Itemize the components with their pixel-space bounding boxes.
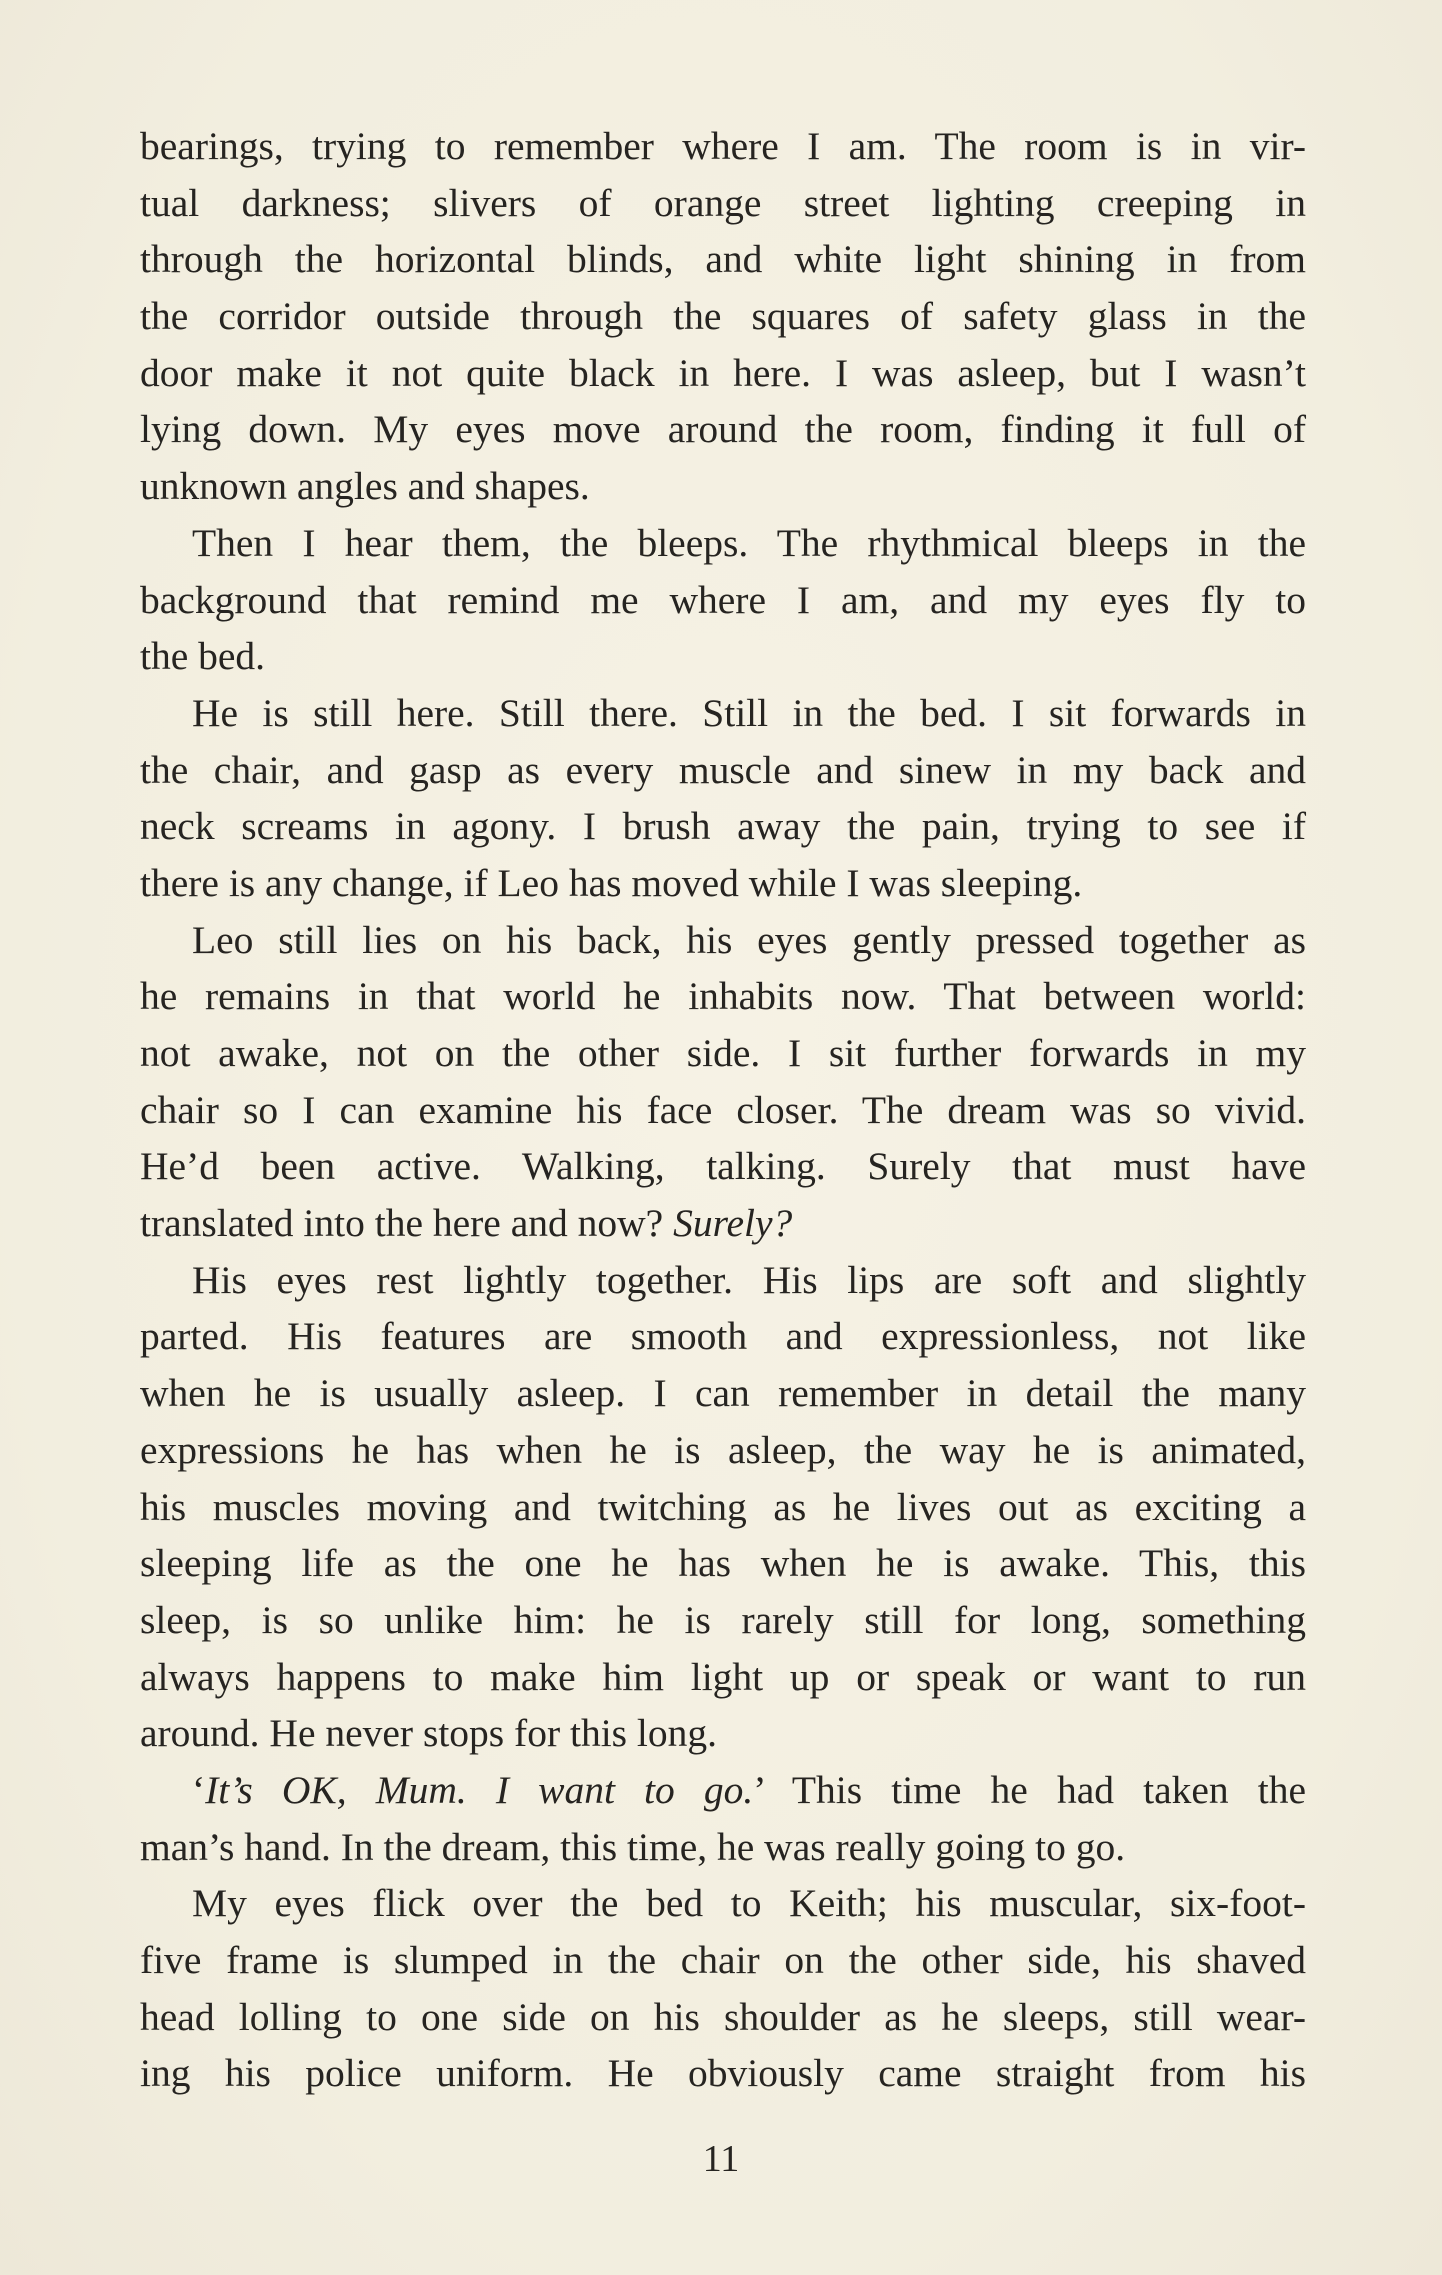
text-span: expressions he has when he is asleep, the way he is animated, bbox=[140, 1427, 1306, 1472]
text-line bbox=[140, 175, 1306, 232]
text-line bbox=[140, 1308, 1306, 1365]
text-span: chair so I can examine his face closer. The dream was so vivid. bbox=[140, 1087, 1306, 1132]
text-line bbox=[140, 1762, 1306, 1819]
text-line bbox=[140, 1592, 1306, 1649]
text-line bbox=[140, 345, 1306, 402]
text-span: he remains in that world he inhabits now. That between world: bbox=[140, 974, 1306, 1019]
text-span: there is any change, if Leo has moved while I was sleeping. bbox=[140, 860, 1083, 905]
text-span: the chair, and gasp as every muscle and sinew in my back and bbox=[140, 747, 1306, 792]
text-span: the corridor outside through the squares of safety glass in the bbox=[140, 294, 1306, 339]
text-line bbox=[140, 231, 1306, 288]
text-line bbox=[140, 458, 1306, 515]
text-span: five frame is slumped in the chair on the other side, his shaved bbox=[140, 1938, 1306, 1982]
text-span: through the horizontal blinds, and white light shining in from bbox=[140, 237, 1306, 282]
text-line bbox=[140, 515, 1306, 572]
text-line bbox=[140, 1025, 1306, 1082]
text-line bbox=[140, 685, 1306, 742]
text-span: ’ This time he had taken the bbox=[753, 1767, 1307, 1812]
text-line bbox=[140, 401, 1306, 458]
page-number: 11 bbox=[702, 2138, 740, 2180]
text-span: head lolling to one side on his shoulder as he sleeps, still wear- bbox=[140, 1994, 1306, 2039]
italic-text: Surely? bbox=[673, 1201, 793, 1246]
text-line bbox=[140, 912, 1306, 969]
text-line bbox=[140, 572, 1306, 629]
italic-text: It’s OK, Mum. I want to go. bbox=[205, 1767, 754, 1812]
text-line bbox=[140, 1138, 1306, 1195]
text-line bbox=[140, 968, 1306, 1025]
text-span: lying down. My eyes move around the room, finding it full of bbox=[140, 407, 1306, 452]
text-line bbox=[140, 118, 1306, 175]
text-line bbox=[140, 1195, 1306, 1252]
text-span: My eyes flick over the bed to Keith; his muscular, six-foot- bbox=[192, 1881, 1306, 1926]
text-span: not awake, not on the other side. I sit further forwards in my bbox=[140, 1031, 1306, 1075]
text-line bbox=[140, 1819, 1306, 1876]
text-line bbox=[140, 1252, 1306, 1309]
text-line bbox=[140, 742, 1306, 799]
text-span: when he is usually asleep. I can remember in detail the many bbox=[140, 1371, 1306, 1416]
text-span: parted. His features are smooth and expressionless, not like bbox=[140, 1314, 1306, 1359]
text-line bbox=[140, 1082, 1306, 1139]
text-line bbox=[140, 1875, 1306, 1932]
text-span: unknown angles and shapes. bbox=[140, 464, 590, 509]
text-line bbox=[140, 1479, 1306, 1536]
text-span: Then I hear them, the bleeps. The rhythmical bleeps in the bbox=[192, 520, 1306, 565]
text-span: man’s hand. In the dream, this time, he was really going to go. bbox=[140, 1824, 1126, 1869]
text-line bbox=[140, 2045, 1306, 2102]
text-line bbox=[140, 798, 1306, 855]
text-line bbox=[140, 1932, 1306, 1989]
text-span: door make it not quite black in here. I was asleep, but I wasn’t bbox=[140, 350, 1306, 395]
text-span: translated into the here and now? bbox=[140, 1201, 674, 1246]
text-line bbox=[140, 288, 1306, 345]
text-span: background that remind me where I am, and my eyes fly to bbox=[140, 577, 1306, 622]
text-span: ing his police uniform. He obviously came straight from his bbox=[140, 2051, 1306, 2096]
text-line bbox=[140, 1705, 1306, 1762]
text-span: around. He never stops for this long. bbox=[140, 1711, 718, 1756]
text-span: sleep, is so unlike him: he is rarely still for long, something bbox=[140, 1597, 1306, 1642]
text-span: the bed. bbox=[140, 634, 266, 679]
text-span: his muscles moving and twitching as he lives out as exciting a bbox=[140, 1484, 1306, 1529]
text-line bbox=[140, 628, 1306, 685]
text-line bbox=[140, 855, 1306, 912]
text-span: sleeping life as the one he has when he is awake. This, this bbox=[140, 1541, 1306, 1586]
text-line bbox=[140, 1989, 1306, 2046]
text-line bbox=[140, 1365, 1306, 1422]
text-span: always happens to make him light up or speak or want to run bbox=[140, 1654, 1306, 1699]
text-span: He is still here. Still there. Still in the bed. I sit forwards in bbox=[192, 690, 1306, 735]
text-line bbox=[140, 1649, 1306, 1706]
text-span: Leo still lies on his back, his eyes gently pressed together as bbox=[192, 917, 1306, 962]
text-span: He’d been active. Walking, talking. Surely that must have bbox=[140, 1144, 1306, 1189]
text-span: ‘ bbox=[192, 1767, 206, 1812]
text-span: His eyes rest lightly together. His lips are soft and slightly bbox=[192, 1257, 1306, 1302]
text-span: tual darkness; slivers of orange street lighting creeping in bbox=[140, 180, 1306, 225]
text-line bbox=[140, 1422, 1306, 1479]
body-text bbox=[140, 118, 1306, 2102]
text-span: neck screams in agony. I brush away the pain, trying to see if bbox=[140, 804, 1306, 849]
text-line bbox=[140, 1535, 1306, 1592]
text-span: bearings, trying to remember where I am. The room is in vir- bbox=[140, 124, 1306, 168]
